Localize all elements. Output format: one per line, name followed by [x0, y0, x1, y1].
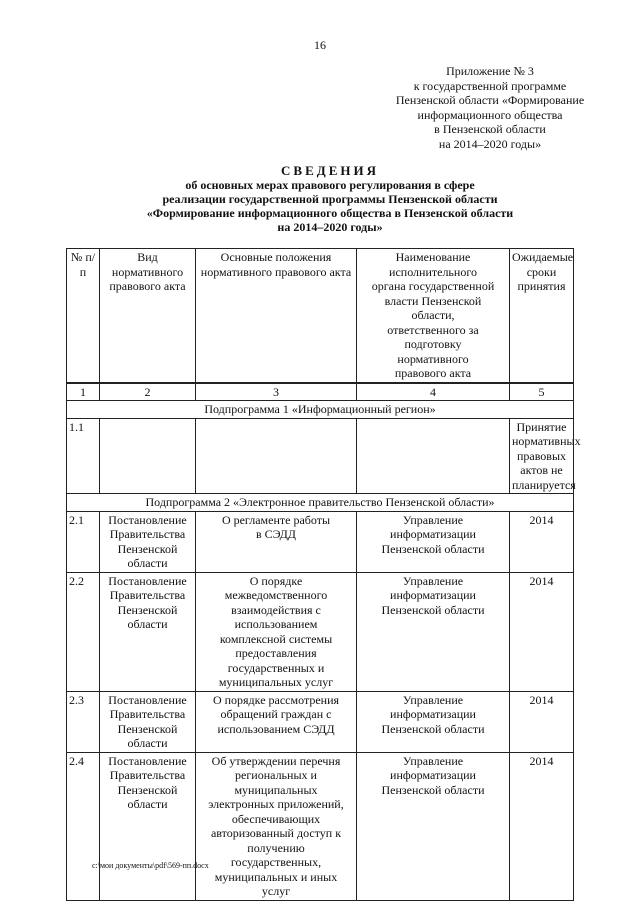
header-cell: № п/п — [67, 249, 100, 383]
annex-line: Пензенской области «Формирование — [395, 93, 585, 107]
subprogram-2: Подпрограмма 2 «Электронное правительство Пензенской области» — [67, 494, 574, 512]
annex-line: на 2014–2020 годы» — [438, 136, 542, 151]
row-term: 2014 — [510, 511, 574, 572]
row-number: 2.4 — [67, 752, 100, 900]
row-org: Управление информатизации Пензенской области — [357, 752, 510, 900]
document-title — [80, 164, 580, 234]
title-heading: СВЕДЕНИЯ — [281, 163, 379, 178]
row-content: Об утверждении перечня региональных и муниципальных электронных приложений, обеспечивающих авторизованный доступ к получению государственных, муниципальных и иных услуг — [196, 752, 357, 900]
row-content: О порядке рассмотрения обращений граждан с использованием СЭДД — [196, 691, 357, 752]
table-row — [67, 511, 574, 572]
row-type: Постановление Правительства Пензенской области — [100, 691, 196, 752]
header-cell: Вид нормативного правового акта — [100, 249, 196, 383]
row-org: Управление информатизации Пензенской области — [357, 511, 510, 572]
table-row — [67, 572, 574, 691]
number-cell: 5 — [510, 383, 574, 401]
row-content: О регламенте работы в СЭДД — [196, 511, 357, 572]
table-row — [67, 691, 574, 752]
annex-line: в Пензенской области — [434, 122, 546, 136]
header-cell: Наименование исполнительного органа государственной власти Пензенской области, ответственного за подготовку нормативного правового акта — [357, 249, 510, 383]
number-cell: 2 — [100, 383, 196, 401]
row-term: 2014 — [510, 572, 574, 691]
title-line: об основных мерах правового регулирования в сфере — [185, 178, 475, 192]
row-number: 2.2 — [67, 572, 100, 691]
title-line: «Формирование информационного общества в Пензенской области — [146, 206, 514, 220]
table-row — [67, 418, 574, 494]
empty-cell — [100, 418, 196, 494]
header-row — [67, 249, 574, 383]
subprogram-row — [67, 494, 574, 512]
table-row — [67, 752, 574, 900]
row-number: 2.1 — [67, 511, 100, 572]
number-cell: 4 — [357, 383, 510, 401]
row-term: 2014 — [510, 691, 574, 752]
title-line: реализации государственной программы Пензенской области — [162, 192, 498, 206]
subprogram-row — [67, 401, 574, 419]
row-type: Постановление Правительства Пензенской области — [100, 511, 196, 572]
header-cell: Ожидаемые сроки принятия — [510, 249, 574, 383]
number-cell: 1 — [67, 383, 100, 401]
row-term: 2014 — [510, 752, 574, 900]
annex-header — [360, 64, 620, 151]
number-row — [67, 383, 574, 401]
subprogram-1: Подпрограмма 1 «Информационный регион» — [67, 401, 574, 419]
header-cell: Основные положения нормативного правового акта — [196, 249, 357, 383]
measures-table — [66, 248, 581, 901]
number-cell: 3 — [196, 383, 357, 401]
annex-line: Приложение № 3 — [446, 64, 534, 78]
row-org: Управление информатизации Пензенской области — [357, 572, 510, 691]
row-term: Принятие нормативных правовых актов не планируется — [510, 418, 574, 494]
row-type: Постановление Правительства Пензенской области — [100, 752, 196, 900]
file-path-footer: c:\мои документы\pdf\569-пп.docx — [92, 861, 209, 870]
annex-line: информационного общества — [417, 107, 563, 122]
empty-cell — [357, 418, 510, 494]
page-number: 16 — [314, 38, 326, 52]
annex-line: к государственной программе — [413, 78, 567, 93]
row-type: Постановление Правительства Пензенской области — [100, 572, 196, 691]
title-line: на 2014–2020 годы» — [277, 220, 383, 234]
row-number: 1.1 — [67, 418, 100, 494]
row-content: О порядке межведомственного взаимодействия с использованием комплексной системы предоставления государственных и муниципальных услуг — [196, 572, 357, 691]
row-org: Управление информатизации Пензенской области — [357, 691, 510, 752]
row-number: 2.3 — [67, 691, 100, 752]
empty-cell — [196, 418, 357, 494]
